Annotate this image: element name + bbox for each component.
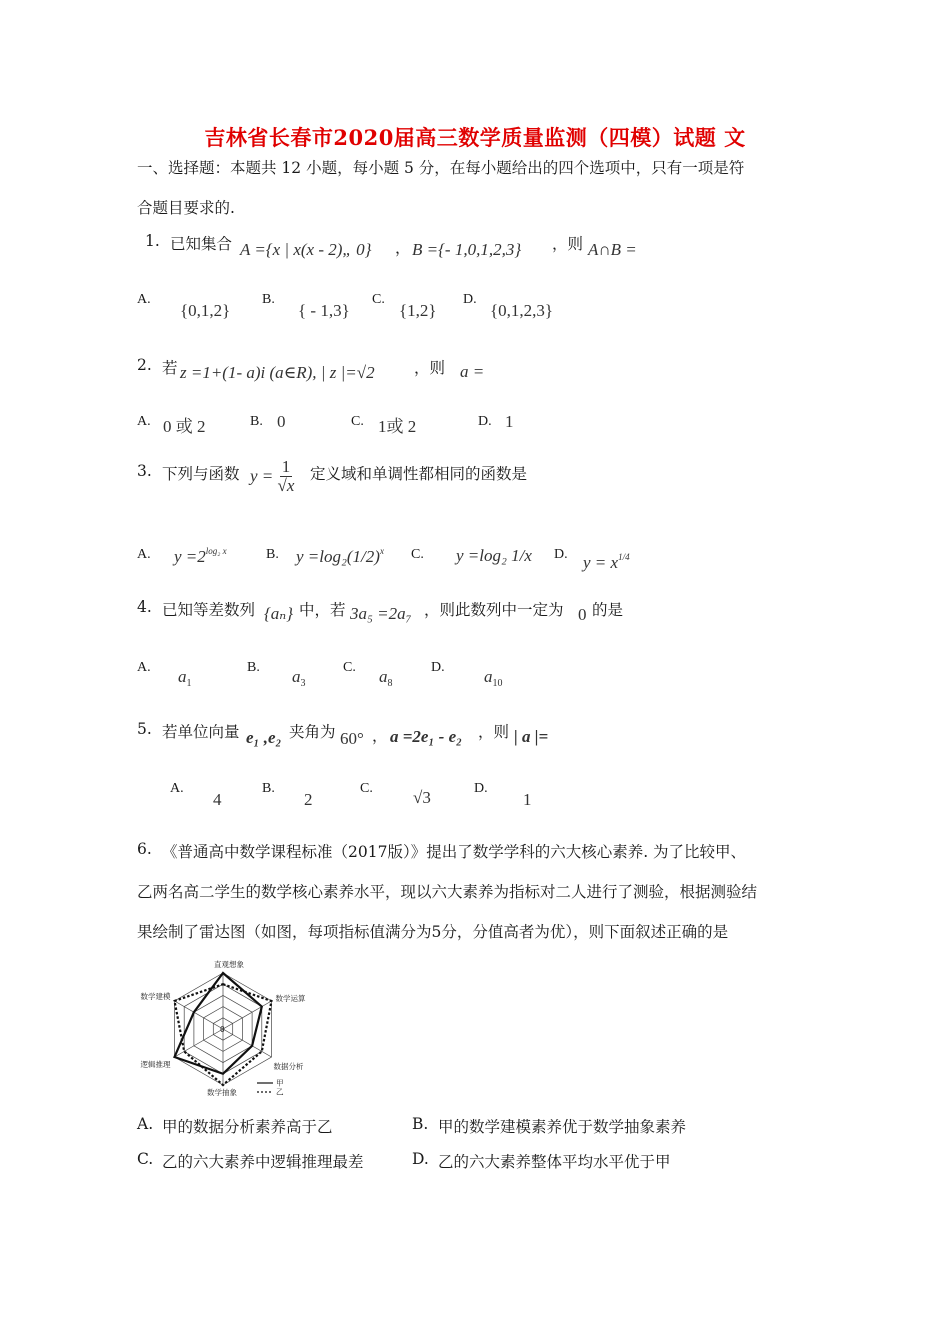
q4-text4: 的是 [592,601,624,619]
q3-fraction-numerator: 1 [281,457,291,476]
q6-option-a: 甲的数据分析素养高于乙 [162,1118,333,1136]
radar-axis-label-3: 数学抽象 [207,1088,237,1097]
q3-option-a-label: A. [137,547,151,562]
q1-text: 已知集合 [170,235,233,253]
q4-option-d-base: a [484,667,493,686]
section-intro-line1: 一、选择题：本题共 12 小题，每小题 5 分，在每小题给出的四个选项中，只有一项是符 [137,159,745,177]
q4-text1: 已知等差数列 [162,601,256,619]
q4-option-a [178,667,192,689]
q3-function-fraction [278,458,295,495]
q3-option-c: y =log₂ 1/x [456,546,532,565]
section-intro-line2: 合题目要求的. [137,199,235,217]
q5-option-c-label: C. [360,781,373,796]
q3-option-b-base: y =log₂(1/2) [296,547,380,566]
q3-text-before: 下列与函数 [162,465,240,483]
radar-axis-label-2: 数据分析 [273,1062,304,1071]
radar-axis-line-1 [223,1001,271,1029]
q1-option-a-label: A. [137,292,151,307]
q4-option-d-index: 10 [492,678,503,689]
q2-number: 2. [137,356,152,374]
q3-option-d-label: D. [554,547,568,562]
q3-text-after: 定义域和单调性都相同的函数是 [310,465,528,483]
q2-then: ，则 [414,359,446,377]
q3-option-b-exponent: x [379,546,384,556]
q4-option-d [484,667,503,689]
q6-option-a-label: A. [137,1115,154,1133]
q5-option-b-label: B. [262,781,275,796]
q3-function [250,458,294,495]
q5-option-a: 4 [213,790,222,809]
q1-option-a: {0,1,2} [180,301,231,320]
q4-condition: 3a₅ =2a₇ [350,604,412,623]
q2-option-c-label: C. [351,414,364,429]
q5-option-d-label: D. [474,781,488,796]
q4-option-c-label: C. [343,660,356,675]
q4-zero: 0 [578,605,587,624]
q2-text: 若 [162,359,178,377]
q3-option-a [174,546,227,567]
radar-chart [135,955,335,1105]
radar-axis-label-4: 逻辑推理 [140,1060,171,1069]
q5-condition: a =2e₁ - e₂ [390,727,463,746]
q5-option-b: 2 [304,790,313,809]
q4-option-a-base: a [178,667,187,686]
q5-comma: ， [372,727,388,745]
q6-option-b-label: B. [412,1115,429,1133]
radar-axis-line-2 [223,1029,271,1057]
q1-ask: A∩B = [588,240,637,259]
q4-option-d-label: D. [431,660,445,675]
q3-option-d-exponent: 1/4 [618,552,630,562]
radar-center-label: 0 [220,1025,225,1034]
q1-option-c-label: C. [372,292,385,307]
q3-option-d [583,552,630,573]
q2-expr: z =1+(1- a)i (a∈R), | z |=√2 [180,363,375,382]
legend-label-yi: 乙 [276,1087,284,1097]
q2-option-c: 1或 2 [378,417,417,436]
q4-option-c-base: a [379,667,388,686]
q3-fraction-denominator: √x [277,475,295,495]
q4-number: 4. [137,598,152,616]
q5-number: 5. [137,720,152,738]
q6-option-c: 乙的六大素养中逻辑推理最差 [162,1153,364,1171]
q3-option-d-base: y = x [583,553,619,572]
q6-option-d: 乙的六大素养整体平均水平优于甲 [438,1153,671,1171]
q2-option-d-label: D. [478,414,492,429]
q2-option-b-label: B. [250,414,263,429]
q3-function-lhs: y = [250,466,274,486]
radar-axis-label-1: 数学运算 [275,994,306,1003]
q4-sequence: {aₙ} [264,604,293,623]
q4-text3: ，则此数列中一定为 [424,601,564,619]
q4-option-a-index: 1 [186,678,192,689]
q1-option-d: {0,1,2,3} [490,301,554,320]
q5-option-a-label: A. [170,781,184,796]
q5-vectors: e₁ ,e₂ [246,728,282,747]
q1-option-b: { - 1,3} [298,301,350,320]
q3-option-c-label: C. [411,547,424,562]
q4-option-a-label: A. [137,660,151,675]
q2-option-d: 1 [505,412,514,431]
q5-option-d: 1 [523,790,532,809]
q2-option-a: 0 或 2 [163,417,206,436]
q1-set-a: A ={x | x(x - 2)„ 0} [240,240,372,259]
q2-ask: a = [460,362,485,381]
q1-number: 1. [145,232,160,250]
q4-option-c-index: 8 [387,678,393,689]
document-title: 吉林省长春市2020届高三数学质量监测（四模）试题 文 [204,125,746,150]
q4-option-b [292,667,306,689]
radar-axis-line-4 [175,1029,223,1057]
q5-text1: 若单位向量 [162,723,240,741]
q6-line2: 乙两名高二学生的数学核心素养水平，现以六大素养为指标对二人进行了测验，根据测验结 [137,883,758,901]
q6-option-d-label: D. [412,1150,429,1168]
q1-option-c: {1,2} [399,301,437,320]
q5-angle: 60° [340,729,364,748]
legend-label-jia: 甲 [276,1078,284,1088]
q5-text3: ，则 [478,723,510,741]
q1-comma: ， [395,239,411,257]
q5-text2: 夹角为 [289,723,336,741]
q4-option-b-base: a [292,667,301,686]
q6-option-b: 甲的数学建模素养优于数学抽象素养 [438,1118,687,1136]
q6-option-c-label: C. [137,1150,154,1168]
q6-line1: 《普通高中数学课程标准（2017版）》提出了数学学科的六大核心素养. 为了比较甲、 [162,843,747,861]
q3-option-a-exponent: log₂ x [205,546,227,556]
q4-option-c [379,667,393,689]
q1-option-b-label: B. [262,292,275,307]
q4-option-b-label: B. [247,660,260,675]
q1-option-d-label: D. [463,292,477,307]
q6-number: 6. [137,840,152,858]
q5-ask: | a |= [514,727,549,746]
q5-option-c: √3 [413,788,431,807]
q4-option-b-index: 3 [300,678,306,689]
q2-option-b: 0 [277,412,286,431]
q6-line3: 果绘制了雷达图（如图，每项指标值满分为5分，分值高者为优），则下面叙述正确的是 [137,923,729,941]
q2-option-a-label: A. [137,414,151,429]
q1-then: ，则 [552,235,584,253]
radar-axis-label-0: 直观想象 [214,960,244,969]
q3-number: 3. [137,462,152,480]
q1-set-b: B ={- 1,0,1,2,3} [412,240,522,259]
radar-legend [257,1079,284,1097]
q3-option-a-base: y =2 [174,547,206,566]
q3-option-b [296,546,384,567]
radar-axis-label-5: 数学建模 [140,992,171,1001]
q3-option-b-label: B. [266,547,279,562]
q4-text2: 中，若 [299,601,346,619]
